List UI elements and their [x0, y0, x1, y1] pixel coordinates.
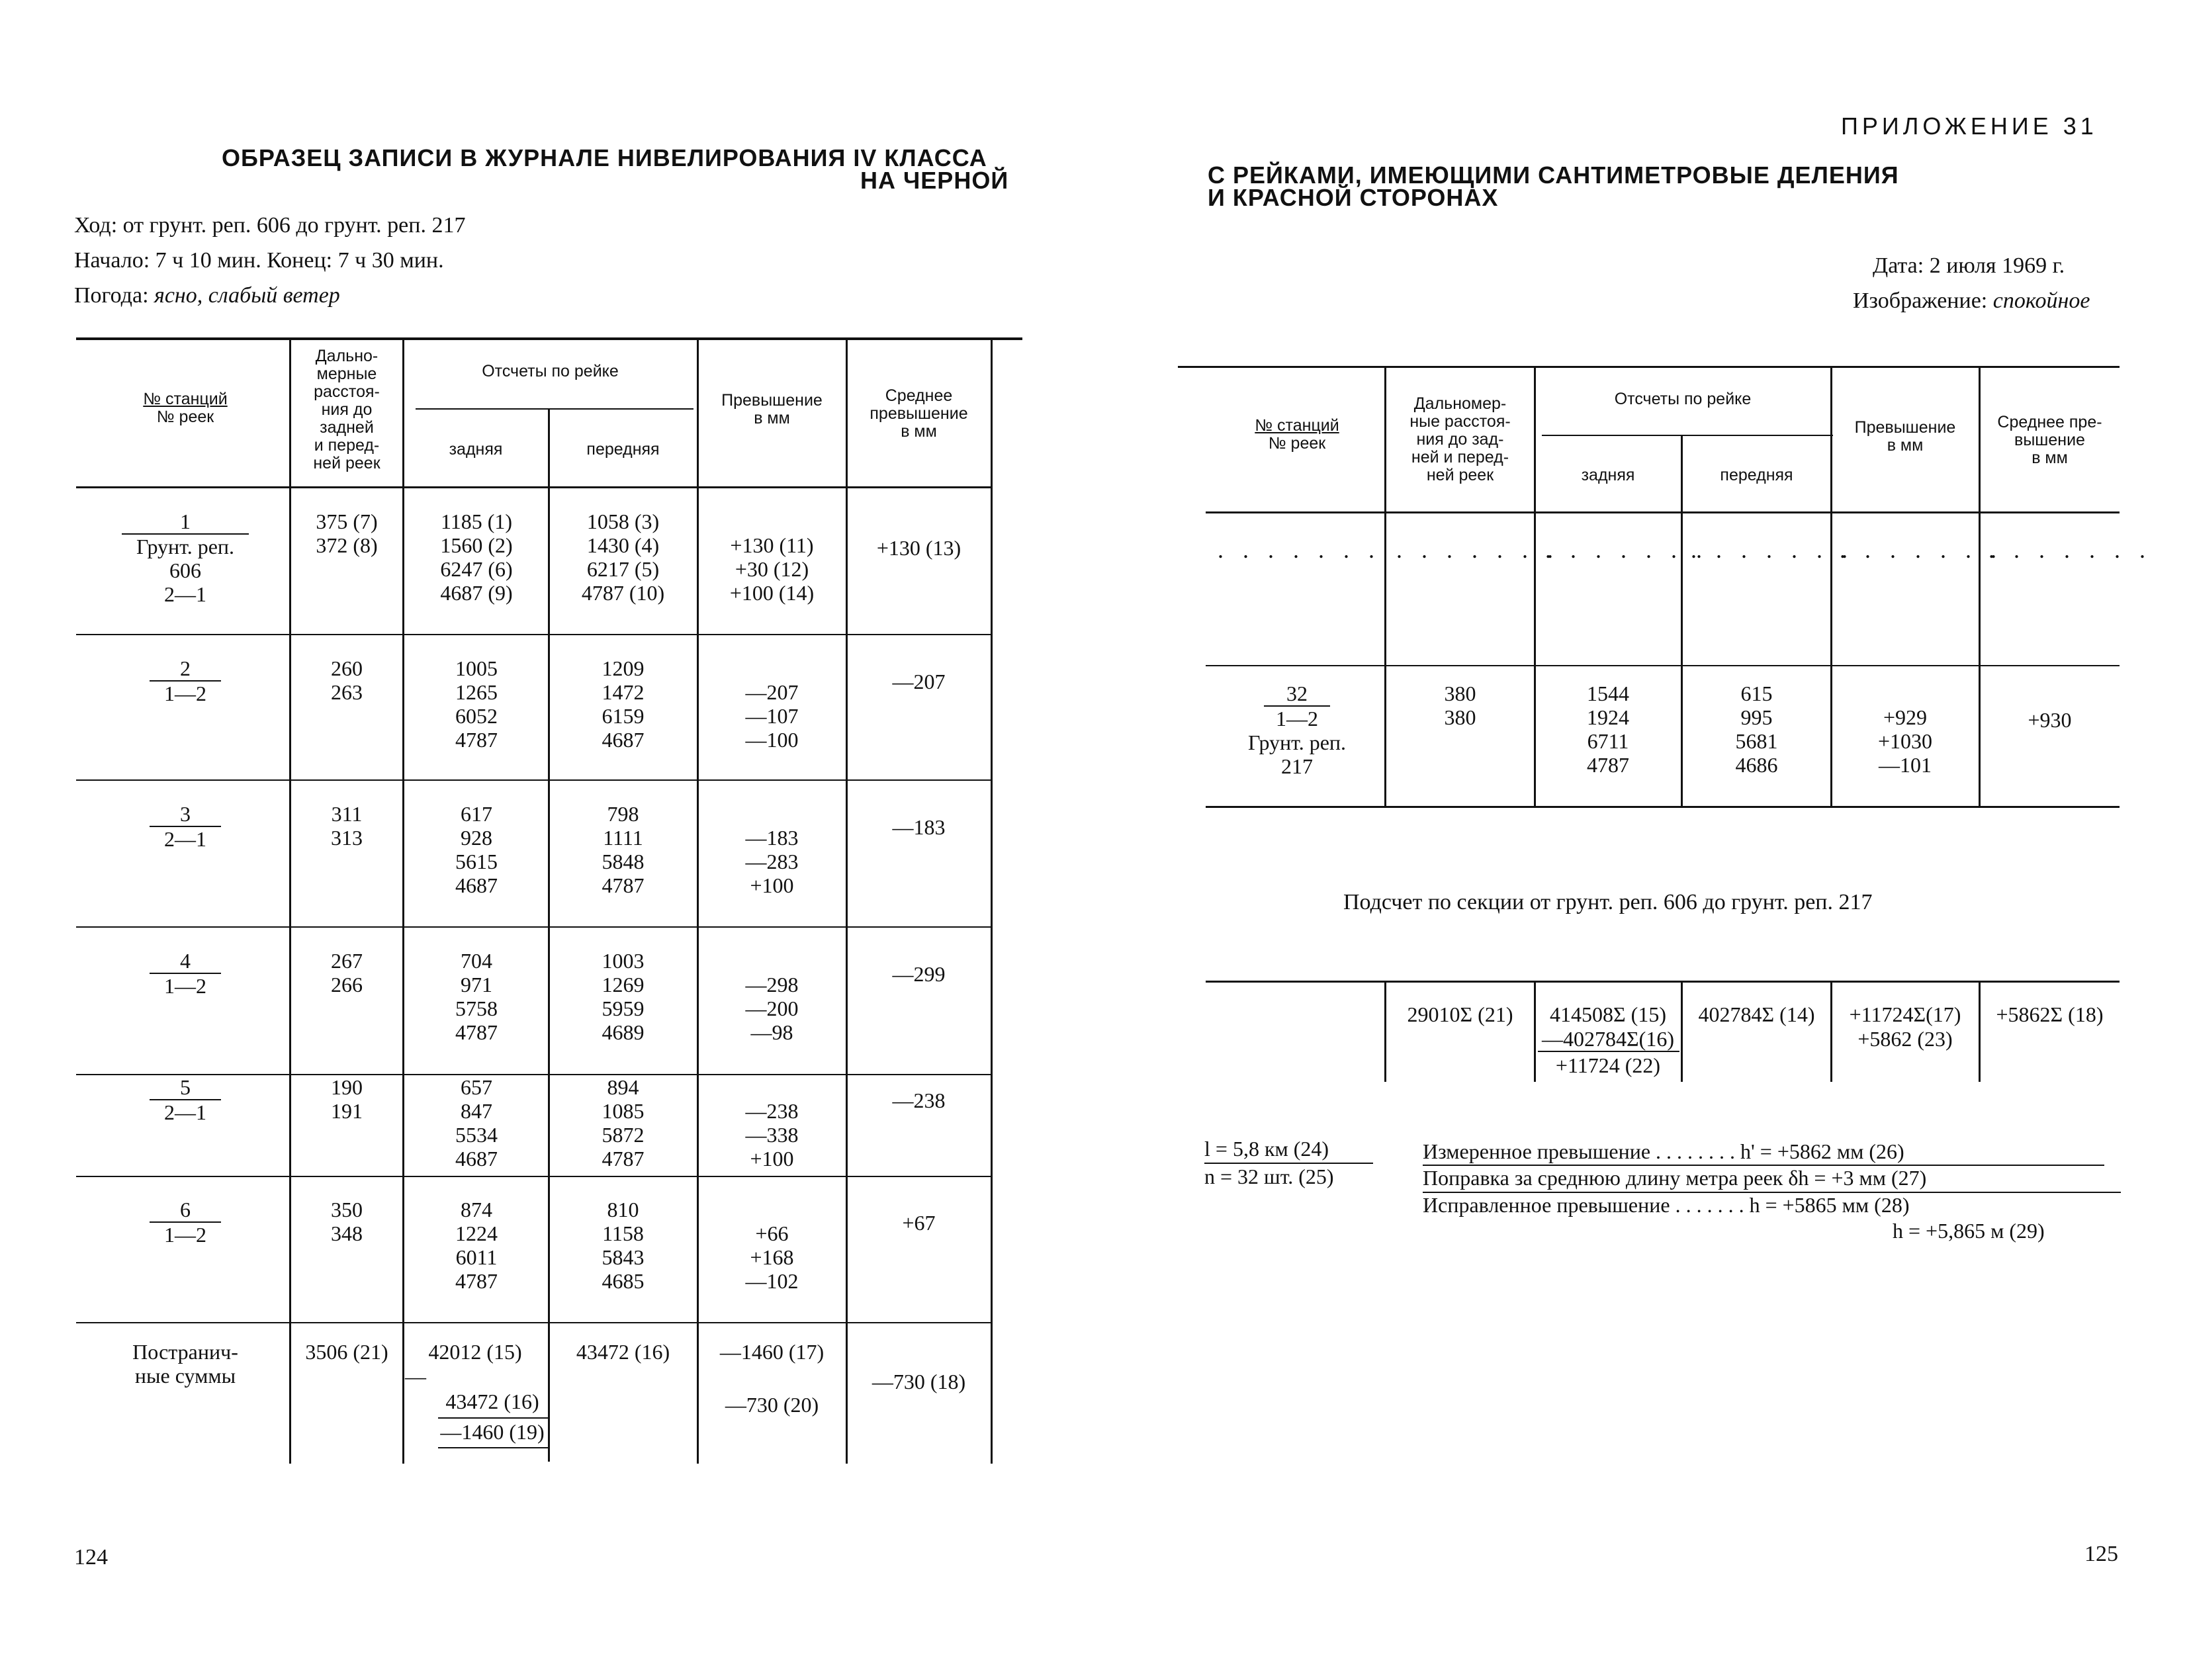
section-sum-back1: 414508Σ (15): [1550, 1002, 1666, 1026]
appendix-label: ПРИЛОЖЕНИЕ 31: [1841, 112, 2098, 140]
station-4-back-line: 4787: [455, 1020, 498, 1044]
station-extra: 606: [169, 558, 201, 582]
header-line: ния до зад-: [1416, 430, 1504, 449]
summary-measured: Измеренное превышение . . . . . . . . h' = +5862 мм (26): [1423, 1139, 1904, 1163]
summary-corrected: Исправленное превышение . . . . . . . h = +5865 мм (28): [1423, 1193, 1910, 1217]
station-6-elevation-line: +168: [750, 1245, 794, 1269]
station-5-elevation: [698, 1099, 846, 1171]
header-line: задней: [320, 418, 374, 437]
station-1-elevation-line: +130 (11): [730, 533, 814, 557]
station-5-back-line: 657: [461, 1075, 492, 1099]
station-3-front: [549, 802, 697, 897]
station-5-distance: [291, 1075, 402, 1123]
station-2-back-line: 1005: [455, 656, 498, 680]
station-32-back: 1544 1924 6711 4787: [1587, 682, 1629, 777]
station-4-front: [549, 949, 697, 1044]
station-1-back-line: 1185 (1): [440, 509, 513, 533]
station-2-mean: —207: [892, 670, 946, 693]
header-readings: Отсчеты по рейке: [482, 362, 619, 380]
section-sum-elev2: +5862 (23): [1857, 1027, 1953, 1051]
station-3-elevation: [698, 826, 846, 897]
station-2-elevation-line: —107: [745, 704, 799, 728]
station-3-mean: —183: [892, 815, 946, 839]
section-sum-distance: 29010Σ (21): [1407, 1002, 1513, 1026]
station-4-mean: —299: [892, 962, 946, 986]
left-title-line1: ОБРАЗЕЦ ЗАПИСИ В ЖУРНАЛЕ НИВЕЛИРОВАНИЯ IV КЛАССА: [222, 144, 987, 171]
station-3-distance: [291, 802, 402, 850]
station-number: 3: [180, 802, 191, 826]
station-32-distance: 380 380: [1444, 682, 1476, 729]
station-1-distance-line: 375 (7): [316, 509, 378, 533]
weather-value: ясно, слабый ветер: [154, 283, 340, 308]
station-number: 6: [180, 1198, 191, 1221]
station-5-back-line: 5534: [455, 1123, 498, 1147]
station-6-front-line: 810: [607, 1198, 639, 1221]
station-2-front-line: 4687: [602, 728, 645, 752]
station-6-elevation-line: +66: [755, 1221, 789, 1245]
image-quality-value: спокойное: [1992, 288, 2090, 313]
station-1-back: [405, 509, 548, 605]
station-3-back-line: 4687: [455, 873, 498, 897]
header-line: Среднее пре-: [1997, 413, 2102, 431]
image-quality-text: [1853, 288, 2090, 314]
header-line: превышение: [870, 404, 968, 423]
station-1-elevation: [698, 533, 846, 605]
station-4-back: [405, 949, 548, 1044]
left-page-number: 124: [74, 1545, 108, 1569]
station-5-front-line: 4787: [602, 1147, 645, 1171]
summary-correction: Поправка за среднюю длину метра реек δh = +3 мм (27): [1423, 1166, 1927, 1190]
station-32-elevation: +929 +1030 —101: [1877, 705, 1933, 777]
header-line: ные суммы: [134, 1364, 236, 1388]
station-1-front-line: 1058 (3): [586, 509, 660, 533]
station-32-id: 32 1—2 Грунт. реп. 217: [1247, 682, 1347, 778]
page-sums-distance: 3506 (21): [305, 1340, 388, 1364]
dots-elevation: . . . . . . .: [1840, 537, 2003, 563]
page-sums-elev2: —730 (20): [725, 1393, 819, 1417]
station-3-back-line: 5615: [455, 850, 498, 873]
station-6-elevation-line: —102: [745, 1269, 799, 1293]
summary-count: n = 32 шт. (25): [1204, 1165, 1334, 1188]
station-5-elevation-line: +100: [750, 1147, 794, 1171]
station-2-front-line: 6159: [602, 704, 645, 728]
station-5-id: [93, 1075, 278, 1124]
station-2-front: [549, 656, 697, 752]
station-5-distance-line: 191: [331, 1099, 363, 1123]
header-distance: [291, 347, 402, 472]
station-4-back-line: 704: [461, 949, 492, 973]
station-6-distance: [291, 1198, 402, 1245]
station-6-back-line: 4787: [455, 1269, 498, 1293]
page-sums-front: 43472 (16): [576, 1340, 670, 1364]
station-number: 4: [180, 949, 191, 973]
dots-front: . . . . . . .: [1691, 537, 1854, 563]
station-rods: 1—2: [150, 973, 221, 998]
station-6-front-line: 5843: [602, 1245, 645, 1269]
header-line: мерные: [316, 365, 377, 383]
dots-station: . . . . . . .: [1218, 537, 1381, 563]
station-5-front-line: 894: [607, 1075, 639, 1099]
station-extra: 2—1: [164, 582, 206, 606]
station-6-distance-line: 348: [331, 1221, 363, 1245]
station-5-back: [405, 1075, 548, 1171]
station-5-front: [549, 1075, 697, 1171]
header-line: ней реек: [313, 454, 380, 472]
station-rods: 2—1: [150, 1099, 221, 1124]
right-page-number: 125: [2084, 1542, 2118, 1566]
station-rods: 2—1: [150, 826, 221, 851]
station-1-elevation-line: +30 (12): [735, 557, 809, 581]
station-4-back-line: 971: [461, 973, 492, 996]
station-1-distance: [291, 509, 402, 557]
station-2-distance-line: 263: [331, 680, 363, 704]
section-sum-back3: +11724 (22): [1555, 1053, 1661, 1077]
station-3-back: [405, 802, 548, 897]
header-line: расстоя-: [314, 382, 380, 401]
route-text: Ход: от грунт. реп. 606 до грунт. реп. 217: [74, 213, 466, 238]
page-sums-back-result: —1460 (19): [440, 1420, 545, 1444]
station-3-elevation-line: —183: [745, 826, 799, 850]
station-1-mean: +130 (13): [876, 536, 961, 560]
station-2-elevation: [698, 680, 846, 752]
section-sum-front: 402784Σ (14): [1698, 1002, 1815, 1026]
header-line: и перед-: [314, 436, 380, 455]
station-2-id: [93, 656, 278, 705]
station-6-back-line: 6011: [455, 1245, 498, 1269]
station-3-distance-line: 311: [331, 802, 363, 826]
header-line: Превышение: [721, 391, 823, 410]
station-1-back-line: 4687 (9): [440, 581, 513, 605]
header-line: ней и перед-: [1411, 448, 1509, 466]
header-line: в мм: [754, 409, 790, 427]
station-6-back: [405, 1198, 548, 1293]
station-2-distance-line: 260: [331, 656, 363, 680]
station-3-id: [93, 802, 278, 851]
station-1-back-line: 1560 (2): [440, 533, 513, 557]
station-4-front-line: 5959: [602, 996, 645, 1020]
header-stations: № станций № реек: [143, 390, 228, 426]
page-sums-elev1: —1460 (17): [719, 1340, 825, 1364]
station-6-front: [549, 1198, 697, 1293]
station-3-front-line: 1111: [603, 826, 643, 850]
header-line: Превышение: [1854, 418, 1956, 437]
station-6-id: [93, 1198, 278, 1247]
right-title-line2: И КРАСНОЙ СТОРОНАХ: [1208, 184, 1499, 211]
header-line: ней реек: [1426, 466, 1494, 484]
time-text: Начало: 7 ч 10 мин. Конец: 7 ч 30 мин.: [74, 248, 444, 273]
station-32-mean: +930: [2028, 708, 2072, 732]
station-1-front-line: 4787 (10): [581, 581, 665, 605]
right-header-front: передняя: [1720, 466, 1793, 484]
right-title-line1: С РЕЙКАМИ, ИМЕЮЩИМИ САНТИМЕТРОВЫЕ ДЕЛЕНИЯ: [1208, 161, 1899, 189]
page-sums-label: [93, 1340, 278, 1388]
page-sums-mean: —730 (18): [871, 1370, 966, 1393]
station-5-back-line: 847: [461, 1099, 492, 1123]
left-title-line2: НА ЧЕРНОЙ: [860, 167, 1009, 194]
station-number: 5: [180, 1075, 191, 1099]
station-32-front: 615 995 5681 4686: [1735, 682, 1778, 777]
station-2-front-line: 1209: [602, 656, 645, 680]
header-line: Постранич-: [132, 1340, 238, 1364]
station-5-elevation-line: —338: [745, 1123, 799, 1147]
station-2-back-line: 1265: [455, 680, 498, 704]
station-4-front-line: 1003: [602, 949, 645, 973]
right-header-distance: [1386, 395, 1534, 484]
station-5-distance-line: 190: [331, 1075, 363, 1099]
station-3-front-line: 4787: [602, 873, 645, 897]
station-1-distance-line: 372 (8): [316, 533, 378, 557]
station-6-back-line: 874: [461, 1198, 492, 1221]
station-2-elevation-line: —100: [745, 728, 799, 752]
station-5-mean: —238: [892, 1088, 946, 1112]
station-5-elevation-line: —238: [745, 1099, 799, 1123]
station-3-elevation-line: —283: [745, 850, 799, 873]
station-4-elevation-line: —298: [745, 973, 799, 996]
station-4-id: [93, 949, 278, 998]
station-number: 1: [180, 509, 191, 533]
station-1-front-line: 1430 (4): [586, 533, 660, 557]
station-3-front-line: 5848: [602, 850, 645, 873]
header-line: в мм: [1887, 436, 1924, 455]
page-sums-back-top: 42012 (15): [428, 1340, 522, 1364]
header-line: Дально-: [315, 347, 379, 365]
header-line: ния до: [321, 400, 373, 419]
station-2-back-line: 6052: [455, 704, 498, 728]
header-line: в мм: [2032, 449, 2068, 467]
station-3-back-line: 617: [461, 802, 492, 826]
station-1-elevation-line: +100 (14): [729, 581, 815, 605]
station-2-distance: [291, 656, 402, 704]
weather-text: [74, 283, 340, 308]
station-rods: 1—2: [150, 1221, 221, 1247]
station-6-elevation: [698, 1221, 846, 1293]
header-line: Дальномер-: [1413, 394, 1507, 413]
station-rods: 1—2: [150, 680, 221, 705]
right-header-stations: № станций № реек: [1255, 416, 1339, 453]
section-sum-back2: —402784Σ(16): [1542, 1027, 1674, 1051]
station-6-back-line: 1224: [455, 1221, 498, 1245]
station-4-distance-line: 267: [331, 949, 363, 973]
dots-back: . . . . . . .: [1545, 537, 1709, 563]
right-header-readings: Отсчеты по рейке: [1614, 390, 1752, 408]
station-3-elevation-line: +100: [750, 873, 794, 897]
station-rods: Грунт. реп.: [122, 533, 249, 558]
page-sums-back-mid: 43472 (16): [445, 1390, 539, 1413]
station-1-front-line: 6217 (5): [586, 557, 660, 581]
station-5-back-line: 4687: [455, 1147, 498, 1171]
page-sums-minus: —: [405, 1364, 426, 1388]
summary-length: l = 5,8 км (24): [1204, 1137, 1329, 1161]
station-4-elevation-line: —200: [745, 996, 799, 1020]
date-text: Дата: 2 июля 1969 г.: [1873, 253, 2065, 278]
station-5-front-line: 1085: [602, 1099, 645, 1123]
station-number: 2: [180, 656, 191, 680]
header-line: Среднее: [885, 386, 953, 405]
station-4-front-line: 1269: [602, 973, 645, 996]
image-quality-label: Изображение:: [1853, 288, 1988, 313]
station-3-front-line: 798: [607, 802, 639, 826]
station-1-back-line: 6247 (6): [440, 557, 513, 581]
station-3-back-line: 928: [461, 826, 492, 850]
summary-corrected-m: h = +5,865 м (29): [1893, 1219, 2045, 1243]
header-front: передняя: [586, 440, 660, 459]
station-4-elevation: [698, 973, 846, 1044]
station-4-elevation-line: —98: [750, 1020, 793, 1044]
station-2-back-line: 4787: [455, 728, 498, 752]
dots-distance: . . . . . . .: [1396, 537, 1560, 563]
station-4-distance: [291, 949, 402, 996]
station-6-distance-line: 350: [331, 1198, 363, 1221]
station-4-front-line: 4689: [602, 1020, 645, 1044]
section-title: Подсчет по секции от грунт. реп. 606 до грунт. реп. 217: [1343, 890, 1873, 914]
station-2-elevation-line: —207: [745, 680, 799, 704]
header-mean-elevation: [847, 387, 991, 441]
station-1-front: [549, 509, 697, 605]
station-6-front-line: 4685: [602, 1269, 645, 1293]
header-line: в мм: [901, 422, 937, 441]
station-4-back-line: 5758: [455, 996, 498, 1020]
station-2-front-line: 1472: [602, 680, 645, 704]
station-6-front-line: 1158: [602, 1221, 644, 1245]
station-5-front-line: 5872: [602, 1123, 645, 1147]
station-1-id: [93, 509, 278, 606]
right-header-mean-elevation: [1980, 414, 2120, 467]
section-sum-elev1: +11724Σ(17): [1849, 1002, 1961, 1026]
station-6-mean: +67: [902, 1211, 936, 1235]
station-2-back: [405, 656, 548, 752]
right-header-elevation: [1832, 419, 1979, 455]
header-line: ные расстоя-: [1409, 412, 1511, 431]
header-elevation: [698, 392, 846, 427]
header-back: задняя: [449, 440, 503, 459]
station-3-distance-line: 313: [331, 826, 363, 850]
right-header-back: задняя: [1581, 466, 1635, 484]
header-line: вышение: [2014, 431, 2085, 449]
weather-label: Погода:: [74, 283, 149, 308]
section-sum-mean: +5862Σ (18): [1996, 1002, 2104, 1026]
station-4-distance-line: 266: [331, 973, 363, 996]
dots-mean: . . . . . . .: [1988, 537, 2152, 563]
